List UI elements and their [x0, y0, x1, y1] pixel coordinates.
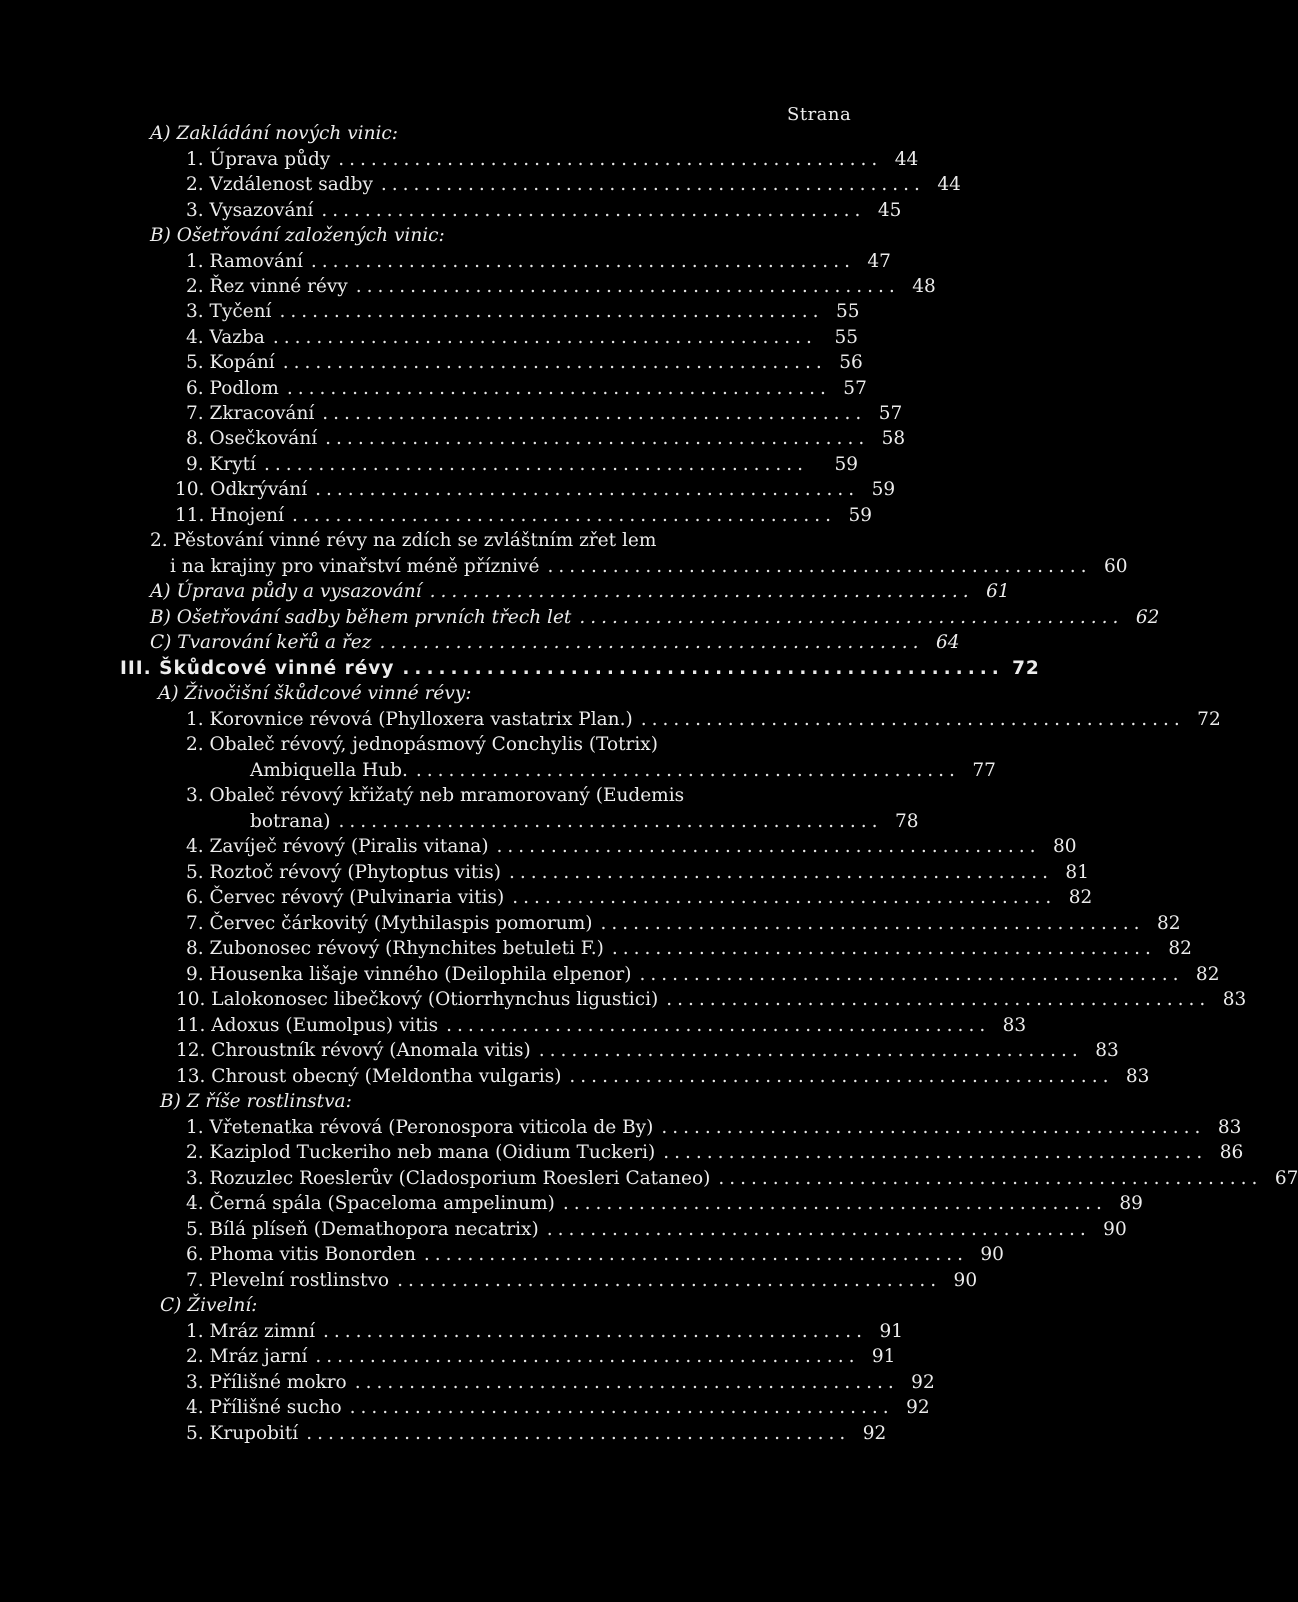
- toc-entry: botrana) .................................................. 78: [250, 811, 919, 832]
- toc-entry: 7. Plevelní rostlinstvo .................................................. 90: [186, 1270, 978, 1291]
- toc-entry: 5. Roztoč révový (Phytoptus vitis) .................................................. 81: [186, 862, 1089, 883]
- toc-subsection: A) Úprava půdy a vysazování .................................................. 61: [150, 581, 1010, 602]
- toc-heading: A) Živočišní škůdcové vinné révy:: [158, 683, 472, 704]
- toc-entry: 7. Červec čárkovitý (Mythilaspis pomorum) .................................................. 82: [186, 913, 1181, 934]
- toc-entry: 4. Zavíječ révový (Piralis vitana) .................................................. 80: [186, 836, 1077, 857]
- toc-subsection: B) Ošetřování sadby během prvních třech let .................................................. 62: [150, 607, 1160, 628]
- toc-entry: 3. Rozuzlec Roeslerův (Cladosporium Roesleri Cataneo) .................................................. 67: [186, 1168, 1298, 1189]
- toc-entry: 3. Tyčení .................................................. 55: [186, 301, 860, 322]
- toc-entry: 4. Vazba .................................................. 55: [186, 327, 858, 348]
- toc-entry: 6. Podlom .................................................. 57: [186, 378, 867, 399]
- toc-entry: 11. Hnojení .................................................. 59: [175, 505, 873, 526]
- toc-heading: A) Zakládání nových vinic:: [150, 123, 398, 144]
- toc-subsection: C) Tvarování keřů a řez .................................................. 64: [150, 632, 960, 653]
- toc-entry: i na krajiny pro vinařství méně příznivé .................................................. 60: [170, 556, 1128, 577]
- toc-entry: 13. Chroust obecný (Meldontha vulgaris) .................................................. 83: [176, 1066, 1150, 1087]
- toc-entry: 4. Přílišné sucho .................................................. 92: [186, 1397, 930, 1418]
- toc-entry: 9. Krytí .................................................. 59: [186, 454, 858, 475]
- toc-entry: 10. Lalokonosec libečkový (Otiorrhynchus ligustici) .................................................. 83: [176, 989, 1247, 1010]
- toc-entry: 5. Krupobití .................................................. 92: [186, 1423, 887, 1444]
- toc-entry: 2. Kaziplod Tuckeriho neb mana (Oidium Tuckeri) .................................................. 86: [186, 1142, 1244, 1163]
- toc-entry: 4. Černá spála (Spaceloma ampelinum) .................................................. 89: [186, 1193, 1143, 1214]
- toc-entry: 5. Bílá plíseň (Demathopora necatrix) .................................................. 90: [186, 1219, 1127, 1240]
- toc-entry: 5. Kopání .................................................. 56: [186, 352, 863, 373]
- toc-entry: 10. Odkrývání .................................................. 59: [175, 479, 896, 500]
- toc-entry: 3. Obaleč révový křižatý neb mramorovaný (Eudemis: [186, 785, 685, 806]
- toc-entry: 6. Červec révový (Pulvinaria vitis) .................................................. 82: [186, 887, 1093, 908]
- toc-heading: C) Živelní:: [160, 1295, 258, 1316]
- toc-entry: 3. Vysazování .................................................. 45: [186, 200, 902, 221]
- toc-entry: 9. Housenka lišaje vinného (Deilophila elpenor) .................................................. 82: [186, 964, 1220, 985]
- toc-entry: 2. Řez vinné révy .................................................. 48: [186, 276, 936, 297]
- toc-entry: 1. Ramování .................................................. 47: [186, 251, 891, 272]
- toc-entry: 8. Osečkování .................................................. 58: [186, 428, 906, 449]
- toc-entry: 2. Obaleč révový, jednopásmový Conchylis (Totrix): [186, 734, 658, 755]
- toc-heading: B) Ošetřování založených vinic:: [150, 225, 445, 246]
- toc-entry: 1. Vřetenatka révová (Peronospora viticola de By) .................................................. 83: [186, 1117, 1242, 1138]
- toc-entry: 6. Phoma vitis Bonorden .................................................. 90: [186, 1244, 1004, 1265]
- toc-entry: 12. Chroustník révový (Anomala vitis) .................................................. 83: [176, 1040, 1119, 1061]
- toc-entry: 11. Adoxus (Eumolpus) vitis .................................................. 83: [176, 1015, 1027, 1036]
- toc-entry: 1. Mráz zimní .................................................. 91: [186, 1321, 904, 1342]
- toc-entry: 3. Přílišné mokro .................................................. 92: [186, 1372, 935, 1393]
- toc-entry: 2. Mráz jarní .................................................. 91: [186, 1346, 896, 1367]
- toc-heading: B) Z říše rostlinstva:: [160, 1091, 352, 1112]
- toc-entry: 7. Zkracování .................................................. 57: [186, 403, 903, 424]
- toc-entry: Ambiquella Hub. .................................................. 77: [250, 760, 996, 781]
- toc-entry: 8. Zubonosec révový (Rhynchites betuleti F.) .................................................. 82: [186, 938, 1192, 959]
- strana-header: Strana: [787, 104, 852, 125]
- toc-entry: 2. Vzdálenost sadby .................................................. 44: [186, 174, 961, 195]
- toc-entry: 1. Úprava půdy .................................................. 44: [186, 149, 919, 170]
- toc-section: 2. Pěstování vinné révy na zdích se zvláštním zřet lem: [150, 530, 657, 551]
- toc-chapter: III. Škůdcové vinné révy .................................................. 72: [120, 658, 1040, 679]
- toc-entry: 1. Korovnice révová (Phylloxera vastatrix Plan.) .................................................. 72: [186, 709, 1221, 730]
